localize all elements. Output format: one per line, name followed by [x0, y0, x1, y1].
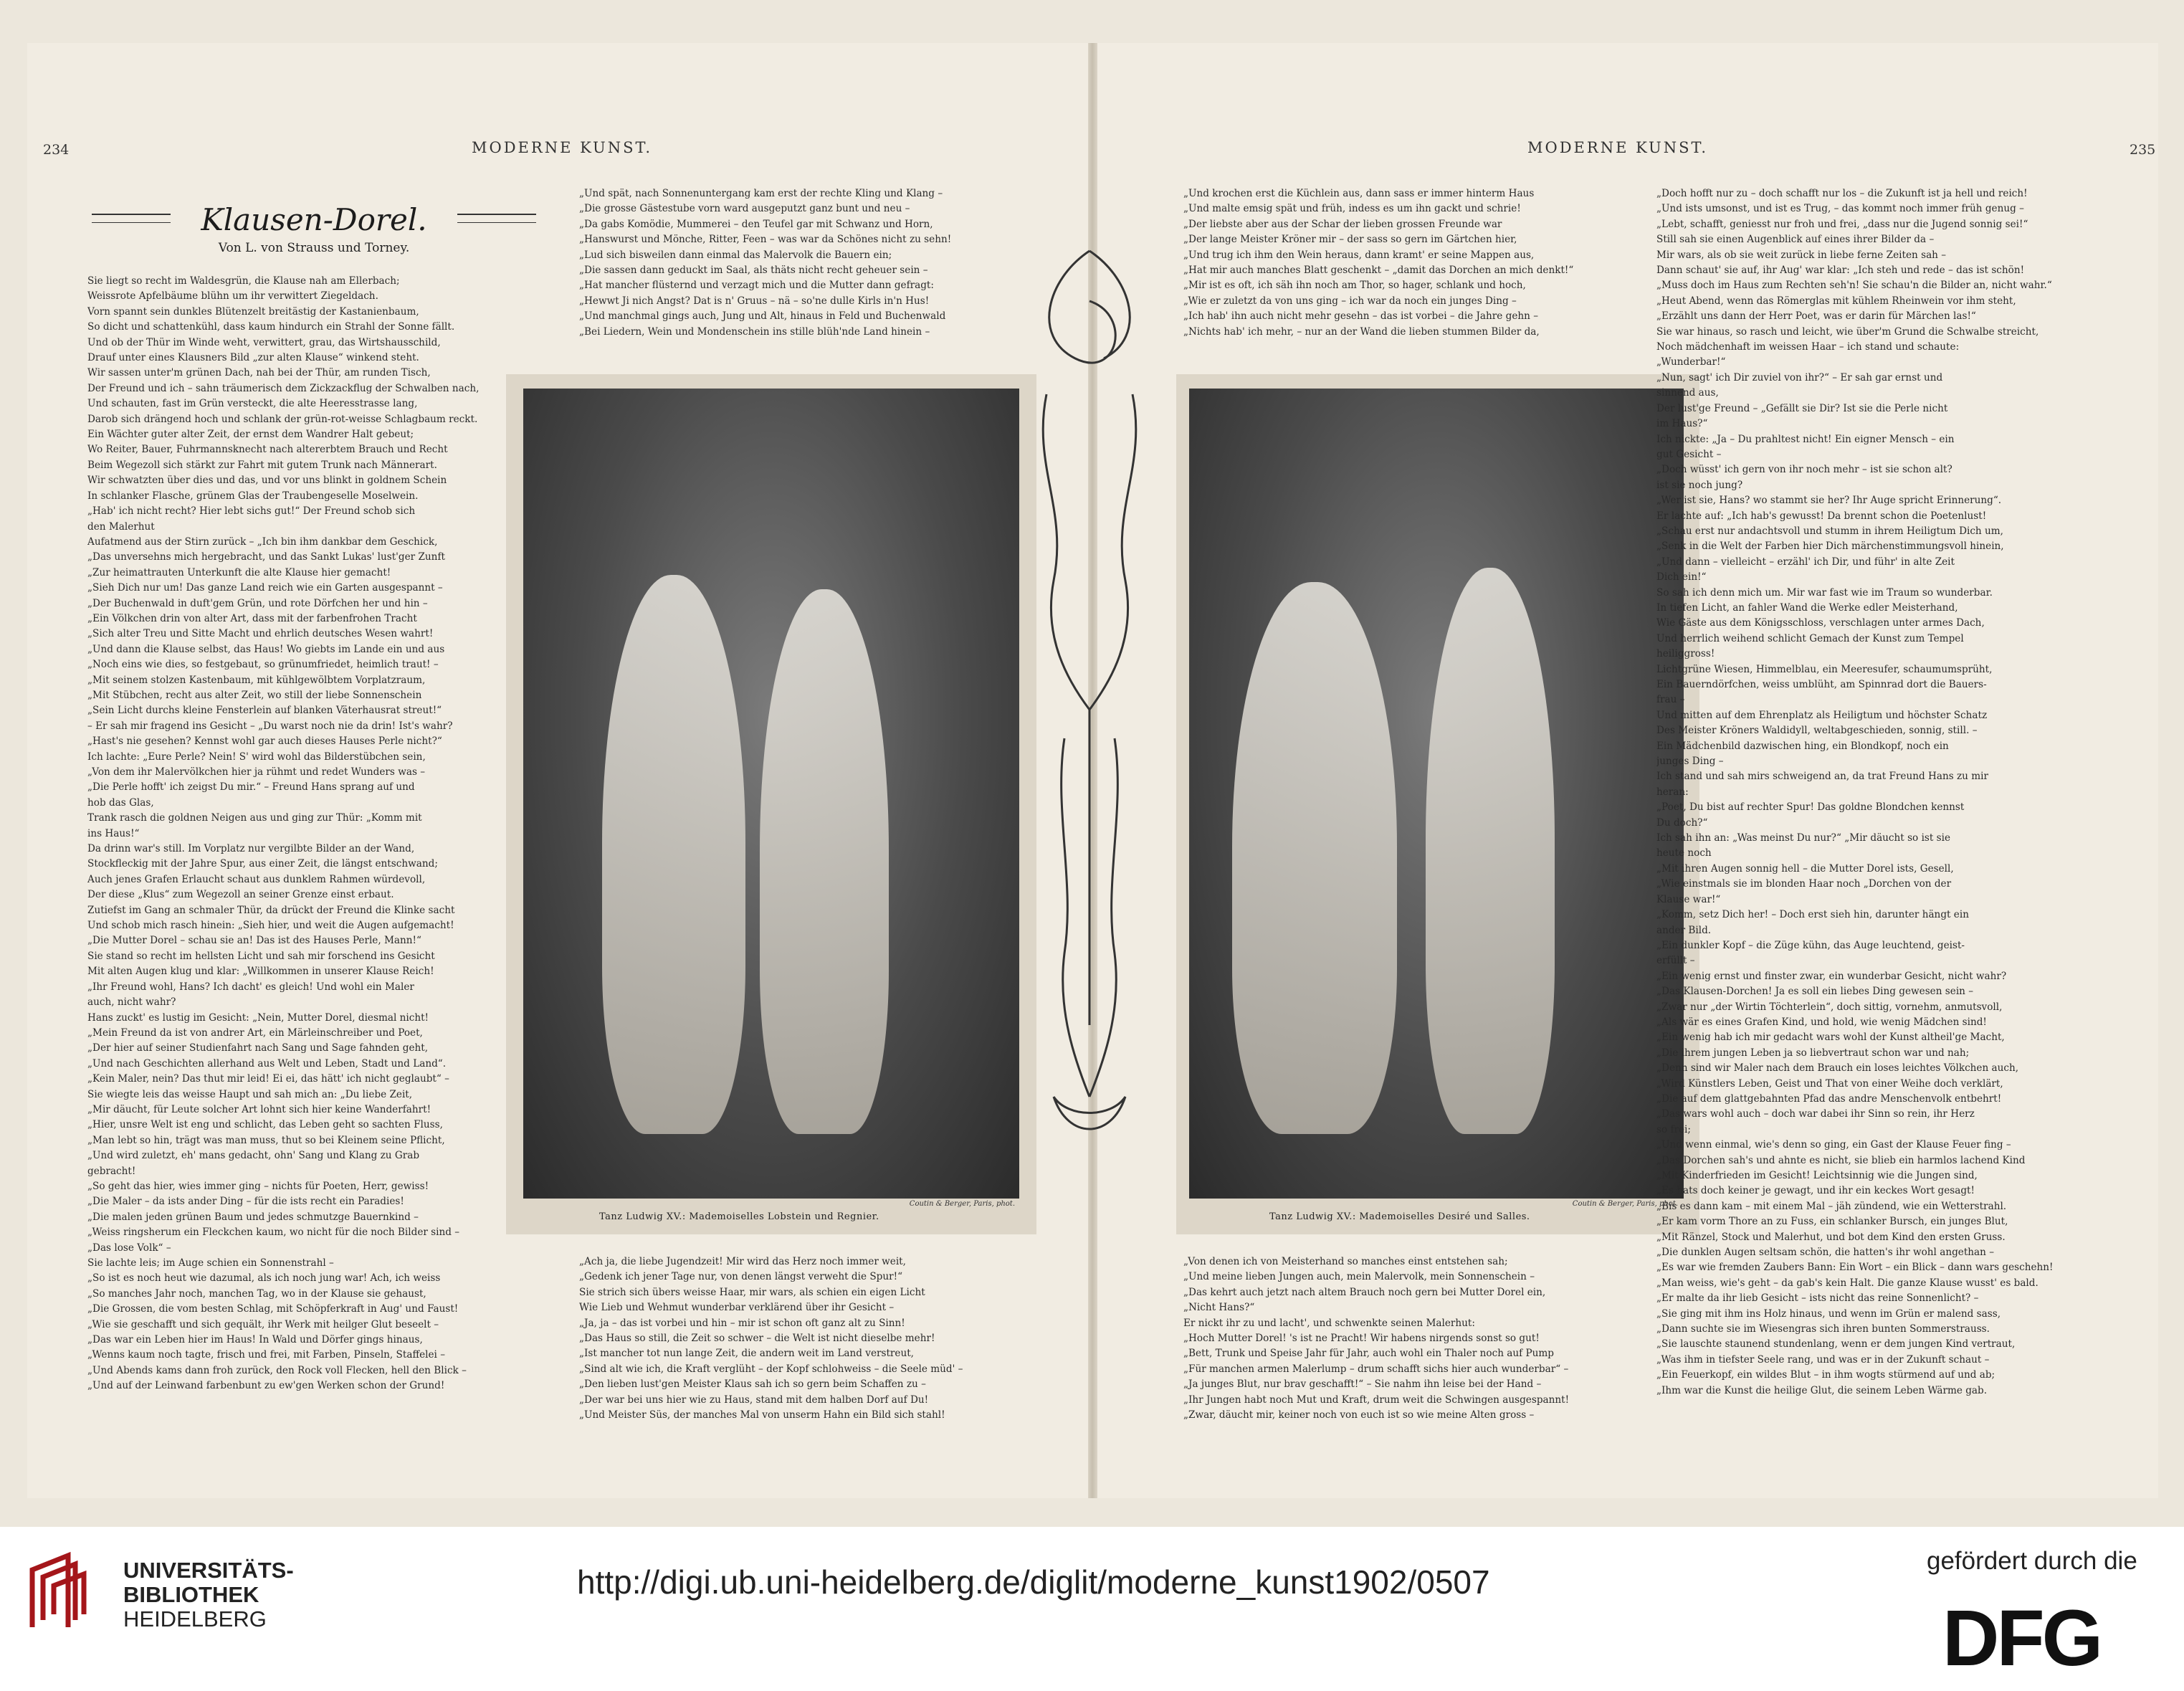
- text-line: frau –: [1656, 694, 1685, 706]
- text-line: Ich nickte: „Ja – Du prahltest nicht! Ein eigner Mensch – ein: [1656, 433, 1955, 445]
- text-line: „Die ihrem jungen Leben ja so liebvertraut schon war und nah;: [1656, 1047, 1970, 1059]
- text-line: „Ihm war die Kunst die heilige Glut, die seinem Leben Wärme gab.: [1656, 1384, 1988, 1396]
- text-line: „Der Buchenwald in duft'gem Grün, und rote Dörfchen her und hin –: [87, 597, 428, 609]
- text-line: „Bett, Trunk und Speise Jahr für Jahr, auch wohl ein Thaler noch auf Pump: [1183, 1348, 1554, 1360]
- right-column-1-top: [1183, 186, 1606, 340]
- text-line: Da drinn war's still. Im Vorplatz nur vergilbte Bilder an der Wand,: [87, 843, 415, 855]
- right-dance-photo: [1189, 389, 1684, 1199]
- text-line: „Denn sind wir Maler nach dem Brauch ein loses leichtes Völkchen auch,: [1656, 1062, 2019, 1075]
- text-line: Mit alten Augen klug und klar: „Willkommen in unserer Klause Reich!: [87, 966, 434, 978]
- text-line: Drauf unter eines Klausners Bild „zur alten Klause“ winkend steht.: [87, 352, 419, 364]
- text-line: Der Freund und ich – sahn träumerisch dem Zickzackflug der Schwalben nach,: [87, 382, 480, 394]
- text-line: erfüllt –: [1656, 955, 1695, 967]
- text-line: „Die Mutter Dorel – schau sie an! Das ist des Hauses Perle, Mann!“: [87, 935, 421, 947]
- university-library-logo: [25, 1548, 111, 1634]
- text-line: In tiefen Licht, an fahler Wand die Werke edler Meisterhand,: [1656, 601, 1958, 614]
- text-line: „Sie lauschte staunend stundenlang, wenn er dem jungen Kind vertraut,: [1656, 1338, 2016, 1351]
- text-line: „Ein dunkler Kopf – die Züge kühn, das Auge leuchtend, geist-: [1656, 939, 1965, 951]
- text-line: „Wunderbar!“: [1656, 356, 1726, 368]
- text-line: „Doch wüsst' ich gern von ihr noch mehr – ist sie schon alt?: [1656, 464, 1952, 476]
- text-line: Er lachte auf: „Ich hab's gewusst! Da brennt schon die Poetenlust!: [1656, 510, 1987, 522]
- text-line: „Ich hab' ihn auch nicht mehr gesehn – das ist vorbei – die Jahre gehn –: [1183, 310, 1538, 323]
- text-line: So sah ich denn mich um. Mir war fast wie im Traum so wunderbar.: [1656, 586, 1993, 599]
- text-line: „Und manchmal gings auch, Jung und Alt, hinaus in Feld und Buchenwald: [579, 310, 946, 323]
- text-line: „Und meine lieben Jungen auch, mein Malervolk, mein Sonnenschein –: [1183, 1271, 1535, 1283]
- text-line: Und herrlich weihend schlicht Gemach der Kunst zum Tempel: [1656, 632, 1964, 644]
- text-line: Dich ein!“: [1656, 571, 1707, 583]
- text-line: Aufatmend aus der Stirn zurück – „Ich bin ihm dankbar dem Geschick,: [87, 535, 438, 548]
- text-line: den Malerhut: [87, 520, 155, 533]
- text-line: „Die Perle hofft' ich zeigst Du mir.“ – Freund Hans sprang auf und: [87, 781, 415, 794]
- text-line: „Bis es dann kam – mit einem Mal – jäh zündend, wie ein Wetterstrahl.: [1656, 1200, 2007, 1212]
- text-line: „Wie sie geschafft und sich gequält, ihr Werk mit heilger Glut beseelt –: [87, 1318, 439, 1330]
- text-line: „Bei Liedern, Wein und Mondenschein ins stille blüh'nde Land hinein –: [579, 325, 930, 338]
- text-line: „Mit seinem stolzen Kastenbaum, mit kühlgewölbtem Vorplatzraum,: [87, 674, 426, 686]
- article-byline: Von L. von Strauss und Torney.: [218, 241, 410, 255]
- text-line: Wir schwatzten über dies und das, und vor uns blinkt in goldnem Schein: [87, 475, 447, 487]
- left-photo-frame: [506, 374, 1036, 1234]
- article-title: Klausen-Dorel.: [201, 202, 427, 237]
- text-line: „Ist mancher tot nun lange Zeit, die andern weit im Land verstreut,: [579, 1348, 915, 1360]
- text-line: Sie wiegte leis das weisse Haupt und sah mich an: „Du liebe Zeit,: [87, 1088, 413, 1100]
- text-line: „Hier, unsre Welt ist eng und schlicht, das Leben geht so sachten Fluss,: [87, 1119, 443, 1131]
- dancer-figure: [760, 589, 889, 1134]
- text-line: „Da gabs Komödie, Mummerei – den Teufel gar mit Schwanz und Horn,: [579, 218, 933, 230]
- text-line: Ein Wächter guter alter Zeit, der ernst dem Wandrer Halt gebeut;: [87, 429, 414, 441]
- text-line: „Die malen jeden grünen Baum und jedes schmutzge Bauernkind –: [87, 1211, 419, 1223]
- text-line: Des Meister Kröners Waldidyll, weltabgeschieden, sonnig, still. –: [1656, 725, 1978, 737]
- text-line: junges Ding –: [1656, 756, 1724, 768]
- text-line: „Und spät, nach Sonnenuntergang kam erst der rechte Kling und Klang –: [579, 188, 943, 199]
- text-line: „Und wird zuletzt, eh' mans gedacht, ohn' Sang und Klang zu Grab: [87, 1150, 420, 1162]
- text-line: „Mit Stübchen, recht aus alter Zeit, wo still der liebe Sonnenschein: [87, 689, 422, 701]
- text-line: im Haus?“: [1656, 418, 1708, 430]
- text-line: Dann schaut' sie auf, ihr Aug' war klar: „Ich steh und rede – das ist schön!: [1656, 265, 2025, 277]
- left-column-1: [87, 274, 546, 1394]
- text-line: Sie lachte leis; im Auge schien ein Sonnenstrahl –: [87, 1257, 334, 1269]
- text-line: In schlanker Flasche, grünem Glas der Traubengeselle Moselwein.: [87, 490, 419, 502]
- text-line: so frei;: [1656, 1123, 1691, 1135]
- text-line: Sie stand so recht im hellsten Licht und sah mir forschend ins Gesicht: [87, 950, 435, 962]
- text-line: „Weiss ringsherum ein Fleckchen kaum, wo nicht für die noch Bilder sind –: [87, 1226, 460, 1239]
- text-line: „Ein Feuerkopf, ein wildes Blut – in ihm wogts stürmend auf und ab;: [1656, 1369, 1995, 1381]
- text-line: auch, nicht wahr?: [87, 996, 176, 1009]
- left-page: [27, 43, 1089, 1498]
- text-line: „Erzählt uns dann der Herr Poet, was er darin für Märchen las!“: [1656, 310, 1976, 323]
- text-line: Und ob der Thür im Winde weht, verwittert, grau, das Wirtshausschild,: [87, 336, 441, 348]
- text-line: „Ein Völkchen drin von alter Art, dass mit der farbenfrohen Tracht: [87, 612, 417, 624]
- text-line: „Es war wie fremden Zaubers Bann: Ein Wort – ein Blick – dann wars geschehn!: [1656, 1262, 2054, 1274]
- text-line: „Ja junges Blut, nur brav geschafft!“ – Sie nahm ihn leise bei der Hand –: [1183, 1378, 1542, 1391]
- text-line: „Ihr Jungen habt noch Mut und Kraft, drum weit die Schwingen ausgespannt!: [1183, 1394, 1570, 1406]
- text-line: Ein Bauerndörfchen, weiss umblüht, am Spinnrad dort die Bauers-: [1656, 679, 1987, 690]
- text-line: „Die grosse Gästestube vorn ward ausgeputzt ganz bunt und neu –: [579, 203, 910, 215]
- text-line: „Und ists umsonst, und ist es Trug, – das kommt noch immer früh genug –: [1656, 203, 2024, 215]
- text-line: „Hab' ich nicht recht? Hier lebt sichs gut!“ Der Freund schob sich: [87, 505, 416, 518]
- text-line: Sie liegt so recht im Waldesgrün, die Klause nah am Ellerbach;: [87, 275, 400, 287]
- text-line: „Mit Kinderfrieden im Gesicht! Leichtsinnig wie die Jungen sind,: [1656, 1170, 1978, 1181]
- digitization-footer: [0, 1527, 2184, 1691]
- text-line: „Der hier auf seiner Studienfahrt nach Sang und Sage fahnden geht,: [87, 1042, 429, 1054]
- text-line: „Und trug ich ihm den Wein heraus, dann kramt' er seine Mappen aus,: [1183, 249, 1535, 261]
- left-column-2-bottom: [579, 1254, 1016, 1423]
- right-photo-frame: [1176, 374, 1699, 1234]
- text-line: „Hast's nie gesehen? Kennst wohl gar auch dieses Hauses Perle nicht?“: [87, 735, 442, 748]
- text-line: „Gedenk ich jener Tage nur, von denen längst verweht die Spur!“: [579, 1271, 903, 1283]
- text-line: „Mir däucht, für Leute solcher Art lohnt sich hier keine Wanderfahrt!: [87, 1103, 431, 1115]
- text-line: „Und wenn einmal, wie's denn so ging, ein Gast der Klause Feuer fing –: [1656, 1139, 2011, 1151]
- text-line: „Mir ist es oft, ich säh ihn noch am Thor, so hager, schlank und hoch,: [1183, 280, 1526, 292]
- text-line: Der diese „Klus“ zum Wegezoll an seiner Grenze einst erbaut.: [87, 889, 394, 901]
- dancer-figure: [1426, 568, 1555, 1134]
- text-line: „Nicht Hans?“: [1183, 1302, 1255, 1314]
- source-url-link[interactable]: http://digi.ub.uni-heidelberg.de/diglit/moderne_kunst1902/0507: [577, 1563, 1490, 1601]
- text-line: „Hewwt Ji nich Angst? Dat is n' Gruus – nä – so'ne dulle Kirls in'n Hus!: [579, 295, 930, 307]
- text-line: „Und Abends kams dann froh zurück, den Rock voll Flecken, hell den Blick –: [87, 1364, 467, 1376]
- text-line: „Wer ist sie, Hans? wo stammt sie her? Ihr Auge spricht Erinnerung“.: [1656, 495, 2002, 507]
- text-line: Und mitten auf dem Ehrenplatz als Heiligtum und höchster Schatz: [1656, 709, 1988, 721]
- left-photo-caption: Tanz Ludwig XV.: Mademoiselles Lobstein und Regnier.: [599, 1211, 879, 1222]
- text-line: „Ach ja, die liebe Jugendzeit! Mir wird das Herz noch immer weit,: [579, 1256, 906, 1267]
- dfg-logo: DFG: [1942, 1594, 2101, 1682]
- library-name-line3: HEIDELBERG: [123, 1606, 267, 1632]
- text-line: „Muss doch im Haus zum Rechten seh'n! Sie schau'n die Bilder an, nicht wahr.“: [1656, 280, 2052, 292]
- text-line: „Der lange Meister Kröner mir – der sass so gern im Gärtchen hier,: [1183, 234, 1517, 246]
- text-line: „Den lieben lust'gen Meister Klaus sah ich so gern beim Schaffen zu –: [579, 1378, 926, 1391]
- text-line: „Die auf dem glattgebahnten Pfad das andre Menschenvolk entbehrt!: [1656, 1092, 2002, 1105]
- text-line: „Hoch Mutter Dorel! 's ist ne Pracht! Wir habens nirgends sonst so gut!: [1183, 1333, 1540, 1345]
- text-line: „Sieh Dich nur um! Das ganze Land reich wie ein Garten ausgespannt –: [87, 582, 443, 594]
- text-line: „Und auf der Leinwand farbenbunt zu ew'gen Werken schon der Grund!: [87, 1380, 445, 1392]
- text-line: Der lust'ge Freund – „Gefällt sie Dir? Ist sie die Perle nicht: [1656, 402, 1948, 414]
- left-page-number: 234: [43, 142, 70, 158]
- text-line: ist sie noch jung?: [1656, 479, 1743, 491]
- text-line: „Hat mancher flüsternd und verzagt mich und die Mutter dann gefragt:: [579, 280, 934, 292]
- right-page: [1097, 43, 2158, 1498]
- text-line: heran:: [1656, 786, 1689, 798]
- text-line: „Lud sich bisweilen dann einmal das Malervolk die Bauern ein;: [579, 249, 892, 261]
- text-line: sinnend aus,: [1656, 387, 1719, 399]
- text-line: hob das Glas,: [87, 796, 154, 809]
- text-line: „Mit ihren Augen sonnig hell – die Mutter Dorel ists, Gesell,: [1656, 862, 1954, 875]
- text-line: Darob sich drängend hoch und schlank der grün-rot-weisse Schlagbaum reckt.: [87, 413, 478, 425]
- text-line: „Die sassen dann geduckt im Saal, als thäts nicht recht geheuer sein –: [579, 265, 928, 277]
- text-line: „Sich alter Treu und Sitte Macht und ehrlich deutsches Wesen wahrt!: [87, 628, 434, 640]
- text-line: „Und dann die Klause selbst, das Haus! Wo giebts im Lande ein und aus: [87, 643, 445, 655]
- text-line: „Und nach Geschichten allerhand aus Welt und Leben, Stadt und Land“.: [87, 1057, 447, 1070]
- text-line: „Senk in die Welt der Farben hier Dich märchenstimmungsvoll hinein,: [1656, 540, 2004, 553]
- text-line: „Von dem ihr Malervölkchen hier ja rühmt und redet Wunders was –: [87, 766, 426, 778]
- text-line: „Ja, ja – das ist vorbei und hin – mir ist schon oft ganz alt zu Sinn!: [579, 1317, 905, 1329]
- text-line: Sie strich sich übers weisse Haar, mir wars, als schien ein eigen Licht: [579, 1286, 925, 1298]
- text-line: „Sind alt wie ich, die Kraft verglüht – der Kopf schlohweiss – die Seele müd' –: [579, 1363, 963, 1375]
- text-line: „Nichts hab' ich mehr, – nur an der Wand die lieben stummen Bilder da,: [1183, 325, 1540, 338]
- text-line: „Der liebste aber aus der Schar der lieben grossen Freunde war: [1183, 218, 1502, 230]
- text-line: „Das lose Volk“ –: [87, 1242, 171, 1254]
- text-line: Sie war hinaus, so rasch und leicht, wie über'm Grund die Schwalbe streicht,: [1656, 325, 2039, 338]
- text-line: „Man weiss, wie's geht – da gab's kein Halt. Die ganze Klause wusst' es bald.: [1656, 1277, 2038, 1289]
- text-line: „Mein Freund da ist von andrer Art, ein Märleinschreiber und Poet,: [87, 1026, 423, 1039]
- text-line: Du doch?“: [1656, 816, 1708, 829]
- library-name-line1: UNIVERSITÄTS-: [123, 1558, 294, 1583]
- text-line: „Wenns kaum noch tagte, frisch und frei, mit Farben, Pinseln, Staffelei –: [87, 1349, 445, 1361]
- text-line: Hans zuckt' es lustig im Gesicht: „Nein, Mutter Dorel, diesmal nicht!: [87, 1011, 429, 1024]
- text-line: „Kein Maler, nein? Das thut mir leid! Ei ei, das hätt' ich nicht geglaubt“ –: [87, 1073, 449, 1085]
- library-name-line2: BIBLIOTHEK: [123, 1582, 259, 1607]
- text-line: „Doch hofft nur zu – doch schafft nur los – die Zukunft ist ja hell und reich!: [1656, 188, 2028, 199]
- text-line: Vorn spannt sein dunkles Blütenzelt breitästig der Kastanienbaum,: [87, 305, 419, 318]
- text-line: „Und malte emsig spät und früh, indess es um ihn gackt und schrie!: [1183, 203, 1521, 215]
- text-line: So dicht und schattenkühl, dass kaum hindurch ein Strahl der Sonne fällt.: [87, 321, 455, 333]
- text-line: Ein Mädchenbild dazwischen hing, ein Blondkopf, noch ein: [1656, 740, 1949, 752]
- text-line: „Als wär es eines Grafen Kind, und hold, wie wenig Mädchen sind!: [1656, 1016, 1987, 1028]
- text-line: Auch jenes Grafen Erlaucht schaut aus dunklem Rahmen würdevoll,: [87, 873, 426, 885]
- text-line: Still sah sie einen Augenblick auf eines ihrer Bilder da –: [1656, 234, 1935, 246]
- text-line: „Mit Ränzel, Stock und Malerhut, und bot dem Kind den ersten Gruss.: [1656, 1231, 2006, 1243]
- text-line: „Ein wenig hab ich mir gedacht wars wohl der Kunst altheil'ge Macht,: [1656, 1032, 2005, 1044]
- text-line: „Dann suchte sie im Wiesengras sich ihren bunten Sommerstrauss.: [1656, 1323, 1990, 1335]
- text-line: Wo Reiter, Bauer, Fuhrmannsknecht nach altererbtem Brauch und Recht: [87, 444, 448, 456]
- text-line: ander Bild.: [1656, 924, 1712, 936]
- text-line: heute noch: [1656, 847, 1712, 859]
- text-line: „Man lebt so hin, trägt was man muss, thut so bei Kleinem seine Pflicht,: [87, 1134, 445, 1146]
- text-line: Klause war!“: [1656, 893, 1721, 905]
- text-line: Zutiefst im Gang an schmaler Thür, da drückt der Freund die Klinke sacht: [87, 904, 455, 916]
- text-line: „Ihr Freund wohl, Hans? Ich dacht' es gleich! Und wohl ein Maler: [87, 981, 414, 993]
- text-line: „Noch eins wie dies, so festgebaut, so grünumfriedet, heimlich traut! –: [87, 659, 439, 671]
- library-name: [123, 1558, 294, 1632]
- text-line: gut Gesicht –: [1656, 448, 1722, 460]
- right-page-number: 235: [2130, 142, 2156, 158]
- text-line: „So manches Jahr noch, manchen Tag, wo in der Klause sie gehaust,: [87, 1287, 426, 1300]
- art-nouveau-ornament: [1003, 237, 1176, 1168]
- text-line: „Zwar nur „der Wirtin Töchterlein“, doch sittig, vornehm, anmutsvoll,: [1656, 1001, 2003, 1013]
- text-line: „Und dann – vielleicht – erzähl' ich Dir, und führ' in alte Zeit: [1656, 556, 1955, 568]
- text-line: Wir sassen unter'm grünen Dach, nah bei der Thür, am runden Tisch,: [87, 367, 431, 379]
- text-line: Beim Wegezoll sich stärkt zur Fahrt mit gutem Trunk nach Männerart.: [87, 459, 437, 471]
- text-line: – Er sah mir fragend ins Gesicht – „Du warst noch nie da drin! Ist's wahr?: [87, 720, 453, 732]
- text-line: „Wie einstmals sie im blonden Haar noch „Dorchen von der: [1656, 878, 1952, 890]
- text-line: „Und Meister Süs, der manches Mal von unserm Hahn ein Bild sich stahl!: [579, 1409, 945, 1421]
- text-line: „Die Maler – da ists ander Ding – für die ists recht ein Paradies!: [87, 1196, 404, 1208]
- text-line: „Und krochen erst die Küchlein aus, dann sass er immer hinterm Haus: [1183, 188, 1535, 199]
- text-line: Noch mädchenhaft im weissen Haar – ich stand und schaute:: [1656, 341, 1960, 353]
- left-running-head: MODERNE KUNST.: [472, 139, 653, 156]
- text-line: „Sie ging mit ihm ins Holz hinaus, und wenn im Grün er malend sass,: [1656, 1307, 2001, 1320]
- text-line: „Komm, setz Dich her! – Doch erst sieh hin, darunter hängt ein: [1656, 909, 1969, 921]
- text-line: Ich sah ihn an: „Was meinst Du nur?“ „Mir däucht so ist sie: [1656, 832, 1951, 844]
- text-line: Weissrote Apfelbäume blühn um ihr verwittert Ziegeldach.: [87, 290, 378, 303]
- text-line: „Er malte da ihr lieb Gesicht – ists nicht das reine Sonnenlicht? –: [1656, 1292, 1979, 1305]
- text-line: Stockfleckig mit der Jahre Spur, aus einer Zeit, die längst entschwand;: [87, 858, 438, 870]
- text-line: „Das war ein Leben hier im Haus! In Wald und Dörfer gings hinaus,: [87, 1334, 423, 1346]
- text-line: „Ein wenig ernst und finster zwar, ein wunderbar Gesicht, nicht wahr?: [1656, 970, 2007, 982]
- left-dance-photo: [523, 389, 1019, 1199]
- text-line: „Die dunklen Augen seltsam schön, die hatten's ihr wohl angethan –: [1656, 1247, 1995, 1259]
- dancer-figure: [602, 575, 745, 1134]
- text-line: „So ist es noch heut wie dazumal, als ich noch jung war! Ach, ich weiss: [87, 1272, 441, 1285]
- right-photo-caption: Tanz Ludwig XV.: Mademoiselles Desiré und Salles.: [1269, 1211, 1530, 1222]
- text-line: „Das Klausen-Dorchen! Ja es soll ein liebes Ding gewesen sein –: [1656, 986, 1974, 998]
- right-running-head: MODERNE KUNST.: [1527, 139, 1709, 156]
- text-line: „Poet, Du bist auf rechter Spur! Das goldne Blondchen kennst: [1656, 801, 1965, 814]
- text-line: „Schau erst nur andachtsvoll und stumm in ihrem Heiligtum Dich um,: [1656, 525, 2003, 537]
- text-line: „Wird Künstlers Leben, Geist und That von einer Weihe doch verklärt,: [1656, 1077, 2003, 1090]
- text-line: „Zwar, däucht mir, keiner noch von euch ist so wie meine Alten gross –: [1183, 1409, 1535, 1421]
- text-line: „Wie er zuletzt da von uns ging – ich war da noch ein junges Ding –: [1183, 295, 1517, 307]
- text-line: „Von denen ich von Meisterhand so manches einst entstehen sah;: [1183, 1256, 1508, 1267]
- left-column-2-top: [579, 186, 1009, 340]
- right-photo-credit: Coutin & Berger, Paris, phot.: [1572, 1200, 1678, 1208]
- text-line: „Es hats doch keiner je gewagt, und ihr ein keckes Wort gesagt!: [1656, 1185, 1975, 1197]
- text-line: „Zur heimattrauten Unterkunft die alte Klause hier gemacht!: [87, 566, 391, 578]
- text-line: „So geht das hier, wies immer ging – nichts für Poeten, Herr, gewiss!: [87, 1180, 429, 1192]
- text-line: Er nickt ihr zu und lacht', und schwenkte seinen Malerhut:: [1183, 1317, 1475, 1329]
- text-line: „Der war bei uns hier wie zu Haus, stand mit dem halben Dorf auf Du!: [579, 1394, 929, 1406]
- text-line: Trank rasch die goldnen Neigen aus und ging zur Thür: „Komm mit: [87, 812, 422, 824]
- text-line: „Hat mir auch manches Blatt geschenkt – „damit das Dorchen an mich denkt!“: [1183, 265, 1574, 277]
- text-line: heiliggross!: [1656, 648, 1715, 660]
- text-line: „Für manchen armen Malerlump – drum schafft sichs hier auch wunderbar“ –: [1183, 1363, 1569, 1375]
- text-line: „Lebt, schafft, geniesst nur froh und frei, „dass nur die Jugend sonnig sei!“: [1656, 218, 2028, 230]
- text-line: Ich lachte: „Eure Perle? Nein! S' wird wohl das Bilderstübchen sein,: [87, 751, 426, 763]
- text-line: „Das kehrt auch jetzt nach altem Brauch noch gern bei Mutter Dorel ein,: [1183, 1286, 1546, 1298]
- dancer-figure: [1232, 582, 1397, 1134]
- text-line: Mir wars, als ob sie weit zurück in liebe ferne Zeiten sah –: [1656, 249, 1947, 261]
- text-line: „Das Haus so still, die Zeit so schwer – die Welt ist nicht dieselbe mehr!: [579, 1333, 935, 1345]
- title-ornament-right: [457, 214, 536, 223]
- text-line: Ich stand und sah mirs schweigend an, da trat Freund Hans zu mir: [1656, 771, 1988, 783]
- text-line: „Sein Licht durchs kleine Fensterlein auf blanken Väterhausrat streut!“: [87, 705, 442, 717]
- text-line: Wie Gäste aus dem Königsschloss, verschlagen unter armes Dach,: [1656, 617, 1985, 629]
- text-line: Und schob mich rasch hinein: „Sieh hier, und weit die Augen aufgemacht!: [87, 920, 454, 932]
- text-line: gebracht!: [87, 1165, 136, 1177]
- text-line: „Das Dorchen sah's und ahnte es nicht, sie blieb ein harmlos lachend Kind: [1656, 1154, 2026, 1166]
- text-line: „Das wars wohl auch – doch war dabei ihr Sinn so rein, ihr Herz: [1656, 1108, 1975, 1120]
- funding-note: gefördert durch die: [1927, 1547, 2137, 1575]
- text-line: Und schauten, fast im Grün versteckt, die alte Heeresstrasse lang,: [87, 398, 418, 410]
- text-line: „Was ihm in tiefster Seele rang, und was er in der Zukunft schaut –: [1656, 1353, 1990, 1366]
- text-line: Wie Lieb und Wehmut wunderbar verklärend über ihr Gesicht –: [579, 1302, 895, 1314]
- right-column-1-bottom: [1183, 1254, 1613, 1423]
- text-line: ins Haus!“: [87, 827, 140, 839]
- right-column-2: [1656, 186, 2130, 1399]
- text-line: „Die Grossen, die vom besten Schlag, mit Schöpferkraft in Aug' und Faust!: [87, 1303, 459, 1315]
- text-line: „Hanswurst und Mönche, Ritter, Feen – was war da Schönes nicht zu sehn!: [579, 234, 952, 246]
- text-line: „Heut Abend, wenn das Römerglas mit kühlem Rheinwein vor ihm steht,: [1656, 295, 2016, 307]
- left-photo-credit: Coutin & Berger, Paris, phot.: [909, 1200, 1015, 1208]
- text-line: „Das unversehns mich hergebracht, und das Sankt Lukas' lust'ger Zunft: [87, 551, 445, 563]
- text-line: Lichtgrüne Wiesen, Himmelblau, ein Meeresufer, schaumumsprüht,: [1656, 663, 1993, 675]
- text-line: „Er kam vorm Thore an zu Fuss, ein schlanker Bursch, ein junges Blut,: [1656, 1216, 2008, 1228]
- text-line: „Nun, sagt' ich Dir zuviel von ihr?“ – Er sah gar ernst und: [1656, 371, 1943, 384]
